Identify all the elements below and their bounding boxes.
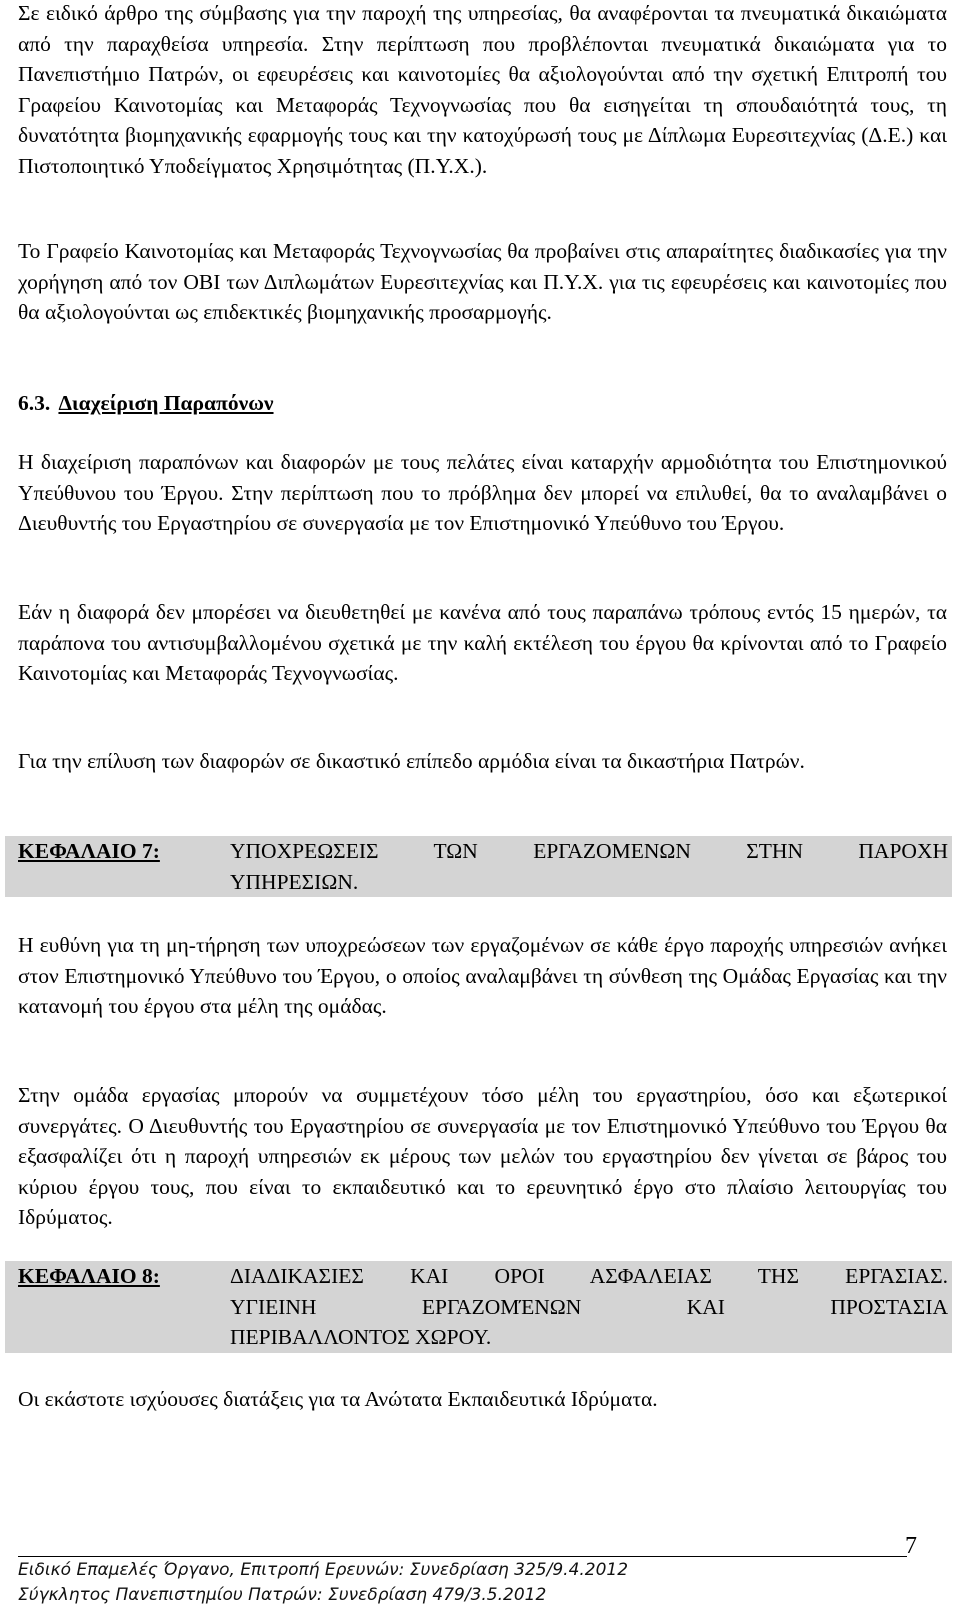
- paragraph-intellectual-property: Σε ειδικό άρθρο της σύμβασης για την παροχή της υπηρεσίας, θα αναφέρονται τα πνευματικά δικαιώματα από την παραχθείσα υπηρεσία. Στην περίπτωση που προβλέπονται πνευματικά δικαιώματα για το Πανεπιστήμιο Πατρών, οι εφευρέσεις και καινοτομίες θα αξιολογούνται από την σχετική Επιτροπή του Γραφείου Καινοτομίας και Μεταφοράς Τεχνογνωσίας που θα εισηγείται τη σπουδαιότητά τους, τη δυνατότητα βιομηχανικής εφαρμογής τους και την κατοχύρωσή τους με Δίπλωμα Ευρεσιτεχνίας (Δ.Ε.) και Πιστοποιητικό Υποδείγματος Χρησιμότητας (Π.Υ.Χ.).: [18, 1, 947, 178]
- paragraph-innovation-office: Το Γραφείο Καινοτομίας και Μεταφοράς Τεχνογνωσίας θα προβαίνει στις απαραίτητες διαδικασίες για την χορήγηση από τον ΟΒΙ των Διπλωμάτων Ευρεσιτεχνίας και Π.Υ.Χ. για τις εφευρέσεις και καινοτομίες που θα αξιολογούνται ως επιδεκτικές βιομηχανικής προσαρμογής.: [18, 239, 947, 325]
- section-number: 6.3.: [18, 391, 51, 415]
- paragraph-complaints-handling: Η διαχείριση παραπόνων και διαφορών με τους πελάτες είναι καταρχήν αρμοδιότητα του Επιστημονικού Υπεύθυνου του Έργου. Στην περίπτωση που το πρόβλημα δεν μπορεί να επιλυθεί, θα το αναλαμβάνει ο Διευθυντής του Εργαστηρίου σε συνεργασία με τον Επιστημονικό Υπεύθυνο του Έργου.: [18, 450, 947, 536]
- footer-line-1: Ειδικό Επαμελές Όργανο, Επιτροπή Ερευνών: Συνεδρίαση 325/9.4.2012: [18, 1560, 629, 1580]
- paragraph-work-team: Στην ομάδα εργασίας μπορούν να συμμετέχουν τόσο μέλη του εργαστηρίου, όσο και εξωτερικοί συνεργάτες. Ο Διευθυντής του Εργαστηρίου σε συνεργασία με τον Επιστημονικό Υπεύθυνο του Έργου θα εξασφαλίζει ότι η παροχή υπηρεσιών εκ μέρους των μελών του εργαστηρίου δεν γίνεται σε βάρος του κύριου έργου τους, που είναι το εκπαιδευτικό και το ερευνητικό έργο στο πλαίσιο λειτουργίας του Ιδρύματος.: [18, 1083, 947, 1230]
- chapter-8-label: ΚΕΦΑΛΑΙΟ 8:: [18, 1264, 160, 1288]
- chapter-7-label: ΚΕΦΑΛΑΙΟ 7:: [18, 839, 160, 863]
- section-heading-6-3: [18, 388, 274, 418]
- chapter-8-title-line1: ΔΙΑΔΙΚΑΣΙΕΣ ΚΑΙ ΟΡΟΙ ΑΣΦΑΛΕΙΑΣ ΤΗΣ ΕΡΓΑΣΙΑΣ.: [230, 1264, 948, 1288]
- paragraph-courts: Για την επίλυση των διαφορών σε δικαστικό επίπεδο αρμόδια είναι τα δικαστήρια Πατρών.: [18, 749, 805, 773]
- chapter-7-heading: [5, 836, 952, 897]
- chapter-8-heading: [5, 1261, 952, 1353]
- chapter-8-title-line3: ΠΕΡΙΒΑΛΛΟΝΤΟΣ ΧΩΡΟΥ.: [230, 1325, 492, 1349]
- footer-line-2: Σύγκλητος Πανεπιστημίου Πατρών: Συνεδρίαση 479/3.5.2012: [18, 1585, 547, 1605]
- chapter-8-title-line2: ΥΓΙΕΙΝΗ ΕΡΓΑΖΟΜΈΝΩΝ ΚΑΙ ΠΡΟΣΤΑΣΙΑ: [230, 1294, 948, 1319]
- chapter-7-title-line1: ΥΠΟΧΡΕΩΣΕΙΣ ΤΩΝ ΕΡΓΑΖΟΜΕΝΩΝ ΣΤΗΝ ΠΑΡΟΧΗ: [230, 839, 948, 863]
- page-number: 7: [905, 1533, 917, 1559]
- paragraph-employee-obligations: Η ευθύνη για τη μη-τήρηση των υποχρεώσεων των εργαζομένων σε κάθε έργο παροχής υπηρεσιών ανήκει στον Επιστημονικό Υπεύθυνο του Έργου, ο οποίος αναλαμβάνει τη σύνθεση της Ομάδας Εργασίας και την κατανομή του έργου στα μέλη της ομάδας.: [18, 933, 947, 1019]
- chapter-7-title-line2: ΥΠΗΡΕΣΙΩΝ.: [230, 869, 359, 894]
- section-title: Διαχείριση Παραπόνων: [58, 391, 274, 415]
- paragraph-dispute-resolution: Εάν η διαφορά δεν μπορέσει να διευθετηθεί με κανένα από τους παραπάνω τρόπους εντός 15 ημερών, τα παράπονα του αντισυμβαλλομένου σχετικά με την καλή εκτέλεση του έργου θα κρίνονται από το Γραφείο Καινοτομίας και Μεταφοράς Τεχνογνωσίας.: [18, 600, 947, 686]
- paragraph-regulations: Οι εκάστοτε ισχύουσες διατάξεις για τα Ανώτατα Εκπαιδευτικά Ιδρύματα.: [18, 1387, 658, 1411]
